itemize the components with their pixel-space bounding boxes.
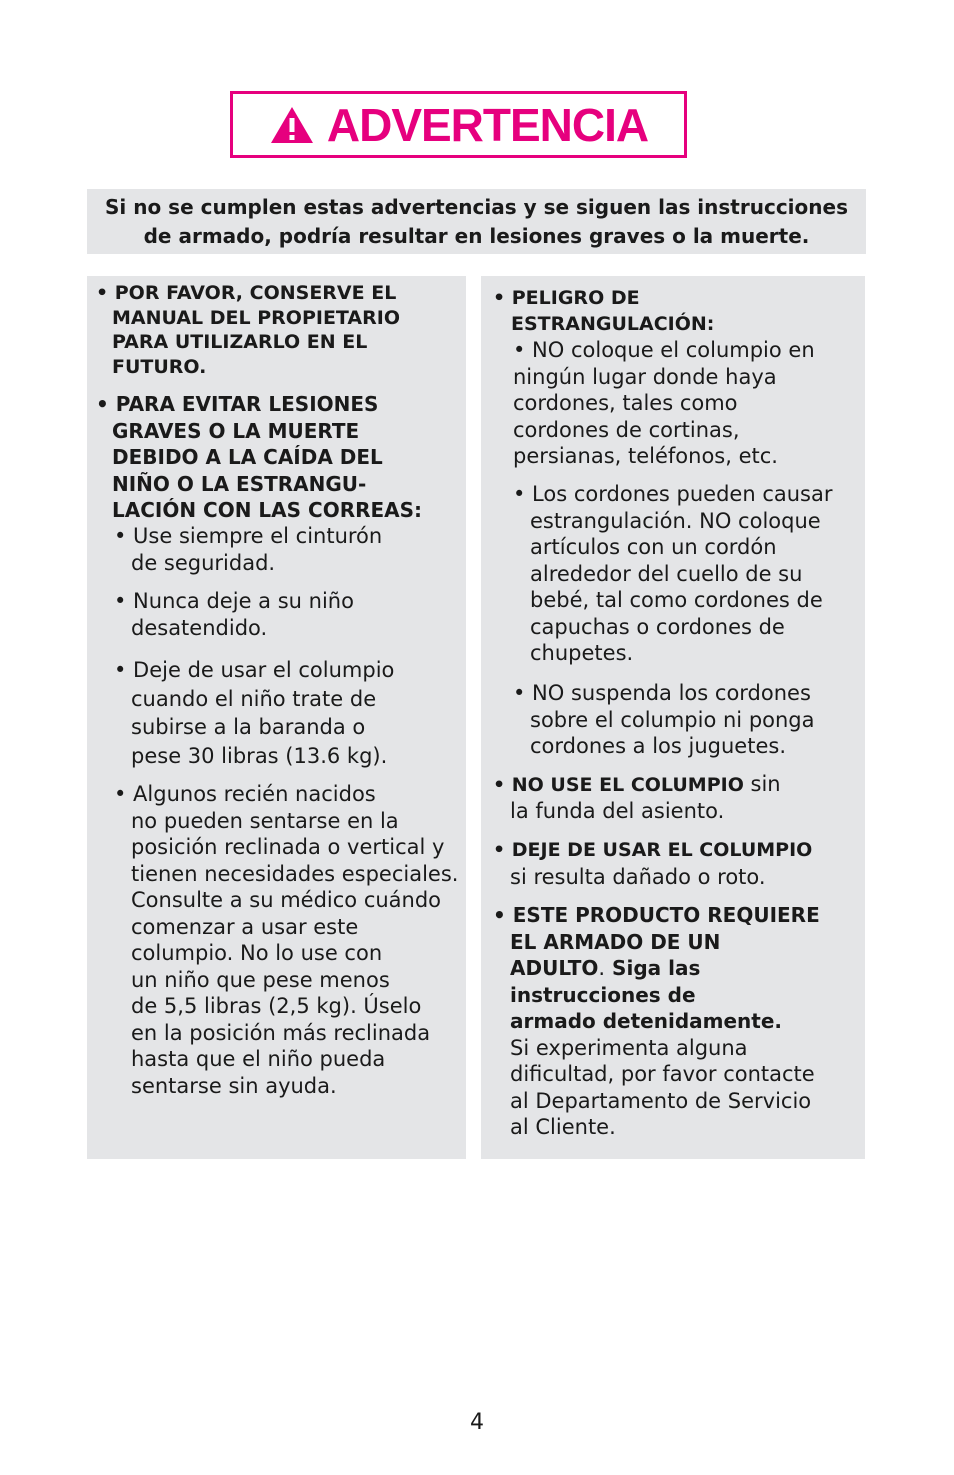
left-warning-panel <box>87 276 466 1159</box>
newborn-item: • Algunos recién nacidos no pueden sentarse en la posición reclinada o vertical y tienen necesidades especiales. Consulte a su médico cuándo comenzar a usar este columpio. No lo use con un niño que pese menos de 5,5 libras (2,5 kg). Úselo en la posición más reclinada hasta que el niño pueda sentarse sin ayuda. <box>114 782 459 1098</box>
intro-line: Si no se cumplen estas advertencias y se siguen las instrucciones <box>105 194 848 219</box>
seat-cover-warning: • NO USE EL COLUMPIO sin la funda del asiento. <box>493 772 781 823</box>
warning-title: ADVERTENCIA <box>326 98 649 151</box>
warning-header <box>230 91 687 158</box>
strangulation-heading: • PELIGRO DE ESTRANGULACIÓN: <box>493 287 715 335</box>
damaged-warning: • DEJE DE USAR EL COLUMPIO si resulta dañado o roto. <box>493 839 813 889</box>
suspend-cords-item: • NO suspenda los cordones sobre el columpio ni ponga cordones a los juguetes. <box>513 681 815 758</box>
unattended-item: • Nunca deje a su niño desatendido. <box>114 589 354 640</box>
cords-strangulation-item: • Los cordones pueden causar estrangulación. NO coloque artículos con un cordón alrededor del cuello de su bebé, tal como cordones de capuchas o cordones de chupetes. <box>513 482 833 665</box>
cords-location-item: • NO coloque el columpio en ningún lugar donde haya cordones, tales como cordones de cortinas, persianas, teléfonos, etc. <box>513 338 815 468</box>
warning-triangle-icon <box>269 105 315 145</box>
conserve-manual-warning: • POR FAVOR, CONSERVE EL MANUAL DEL PROPIETARIO PARA UTILIZARLO EN EL FUTURO. <box>96 282 400 378</box>
intro-banner <box>87 189 866 254</box>
page-number: 4 <box>470 1410 484 1435</box>
stop-use-item: • Deje de usar el columpio cuando el niño trate de subirse a la baranda o pese 30 libras (13.6 kg). <box>114 658 395 768</box>
prevent-injury-warning: • PARA EVITAR LESIONES GRAVES O LA MUERTE DEBIDO A LA CAÍDA DEL NIÑO O LA ESTRANGU- LACIÓN CON LAS CORREAS: <box>96 392 423 522</box>
adult-assembly-warning: • ESTE PRODUCTO REQUIERE EL ARMADO DE UN ADULTO. Siga las instrucciones de armado detenidamente. Si experimenta alguna dificultad, por favor contacte al Departamento de Servicio al Cliente. <box>493 903 820 1139</box>
right-warning-panel <box>481 276 865 1159</box>
intro-line: de armado, podría resultar en lesiones graves o la muerte. <box>143 223 810 248</box>
seatbelt-item: • Use siempre el cinturón de seguridad. <box>114 524 383 575</box>
